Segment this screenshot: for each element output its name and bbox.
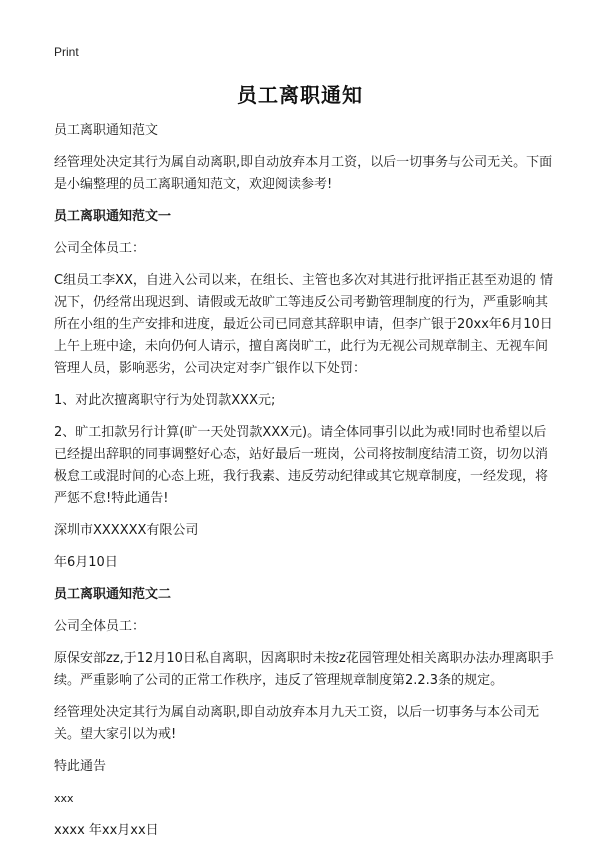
section-one-penalty-item-2: 2、旷工扣款另行计算(旷一天处罚款XXX元)。请全体同事引以此为戒!同时也希望以后已经提出辞职的同事调整好心态，站好最后一班岗，公司将按制度结清工资，切勿以消极怠工或混时间的心态上班，我行我素、违反劳动纪律或其它规章制度，一经发现，将严惩不怠!特此通告! [54, 425, 549, 506]
section-one-penalty-item-1: 1、对此次擅离职守行为处罚款XXX元; [54, 393, 276, 408]
document-subtitle: 员工离职通知范文 [54, 123, 159, 138]
print-label: Print [54, 45, 79, 59]
intro-paragraph: 经管理处决定其行为属自动离职,即自动放弃本月工资，以后一切事务与公司无关。下面是小编整理的员工离职通知范文，欢迎阅读参考! [54, 155, 553, 192]
section-one-heading: 员工离职通知范文一 [54, 209, 172, 224]
section-two-heading: 员工离职通知范文二 [54, 587, 172, 602]
section-two-salutation: 公司全体员工： [54, 619, 146, 634]
section-two-notice: 特此通告 [54, 759, 107, 774]
section-one-date: 年6月10日 [54, 555, 118, 570]
section-one-salutation: 公司全体员工： [54, 241, 146, 256]
section-two-date: xxxx 年xx月xx日 [54, 823, 159, 838]
section-two-decision: 经管理处决定其行为属自动离职,即自动放弃本月九天工资，以后一切事务与本公司无关。望大家引以为戒! [54, 705, 540, 742]
section-two-body: 原保安部zz,于12月10日私自离职，因离职时未按z花园管理处相关离职办法办理离职手续。严重影响了公司的正常工作秩序，违反了管理规章制度第2.2.3条的规定。 [54, 651, 554, 688]
section-one-company: 深圳市XXXXXX有限公司 [54, 523, 199, 538]
section-two-signer: xxx [54, 792, 74, 805]
document-body [54, 120, 554, 852]
document-title: 员工离职通知 [237, 83, 363, 107]
section-one-body: C组员工李XX，自进入公司以来，在组长、主管也多次对其进行批评指正甚至劝退的 情况下，仍经常出现迟到、请假或无故旷工等违反公司考勤管理制度的行为，严重影响其所在小组的生产安排和进度，最近公司已同意其辞职申请，但李广银于20xx年6月10日上午上班中途，未向仍何人请示，擅自离岗旷工，此行为无视公司规章制主、无视车间管理人员，影响恶劣，公司决定对李广银作以下处罚： [54, 273, 554, 376]
